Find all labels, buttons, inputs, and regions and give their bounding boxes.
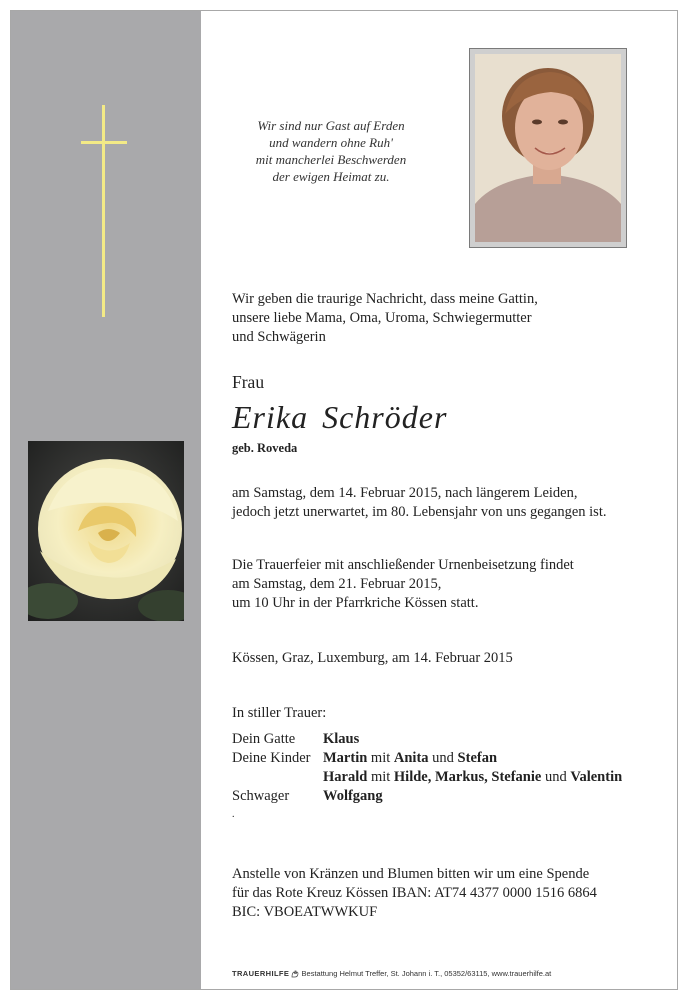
relation-label: Deine Kinder [232,750,311,766]
footer-text: Bestattung Helmut Treffer, St. Johann i. T., 05352/63115, www.trauerhilfe.at [301,969,552,978]
deceased-name [232,397,447,437]
obituary-card [10,10,678,990]
family-name: Wolfgang [323,788,383,804]
death-line: am Samstag, dem 14. Februar 2015, nach längerem Leiden, [232,485,578,501]
hand-icon [291,970,299,978]
intro-line: Wir geben die traurige Nachricht, dass meine Gattin, [232,291,538,307]
family-name: Anita [393,750,429,766]
family-row [232,749,622,768]
intro-line: und Schwägerin [232,329,326,345]
family-row [232,730,622,749]
birth-name: geb. Roveda [232,441,298,455]
separator-dot: . [232,809,235,820]
intro-text [232,290,538,347]
poem [211,117,451,185]
rose-image [28,441,184,621]
family-name: Martin [323,750,368,766]
poem-line: der ewigen Heimat zu. [272,169,390,184]
death-notice [232,484,606,522]
funeral-home-footer [232,969,551,978]
poem-line: und wandern ohne Ruh' [269,135,393,150]
death-line: jedoch jetzt unerwartet, im 80. Lebensjahr von uns gegangen ist. [232,504,607,520]
donation-line: BIC: VBOEATWWKUF [232,904,378,920]
portrait-frame [469,48,627,248]
place-date: Kössen, Graz, Luxemburg, am 14. Februar 2015 [232,650,513,666]
connector: und [428,750,458,766]
side-stripe [11,11,201,989]
last-name: Schröder [322,399,448,435]
family-name: Hilde, Markus, Stefanie [393,769,542,785]
family-name: Klaus [323,731,360,747]
connector: mit [367,769,394,785]
first-name: Erika [232,399,309,435]
poem-line: mit mancherlei Beschwerden [255,152,407,167]
donation-notice [232,865,597,922]
intro-line: unsere liebe Mama, Oma, Uroma, Schwiegermutter [232,310,532,326]
salutation: Frau [232,372,265,392]
family-row [232,787,622,806]
family-name: Valentin [570,769,623,785]
family-name: Harald [323,769,368,785]
donation-line: für das Rote Kreuz Kössen IBAN: AT74 4377 0000 1516 6864 [232,885,597,901]
funeral-line: Die Trauerfeier mit anschließender Urnenbeisetzung findet [232,557,574,573]
family-row [232,768,622,787]
cross-icon [81,105,127,317]
relation-label: Schwager [232,788,290,804]
poem-line: Wir sind nur Gast auf Erden [257,118,405,133]
family-list [232,730,622,806]
funeral-info [232,556,574,613]
portrait-photo [475,54,621,242]
funeral-line: am Samstag, dem 21. Februar 2015, [232,576,442,592]
donation-line: Anstelle von Kränzen und Blumen bitten wir um eine Spende [232,866,590,882]
connector: mit [367,750,394,766]
relation-label: Dein Gatte [232,731,296,747]
family-name: Stefan [457,750,498,766]
funeral-line: um 10 Uhr in der Pfarrkriche Kössen statt. [232,595,479,611]
footer-brand: TRAUERHILFE [232,969,290,978]
connector: und [541,769,571,785]
mourning-label: In stiller Trauer: [232,705,327,721]
